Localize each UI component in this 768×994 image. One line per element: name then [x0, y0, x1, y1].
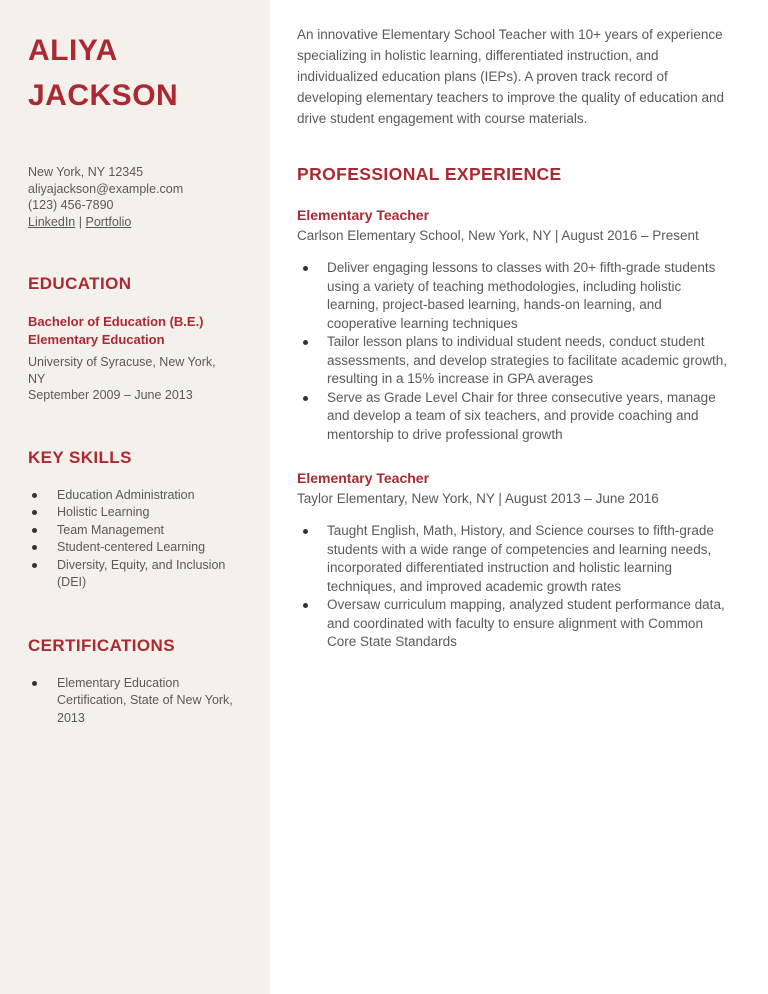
job-bullet-list	[297, 259, 730, 444]
contact-block	[28, 164, 234, 230]
skill-text: Student-centered Learning	[57, 540, 206, 554]
skill-text: Diversity, Equity, and Inclusion (DEI)	[57, 557, 226, 589]
bullet-icon	[303, 266, 308, 271]
bullet-text: Serve as Grade Level Chair for three consecutive years, manage and develop a team of six teachers, and provide coaching and mentorship to drive professional growth	[327, 389, 716, 442]
job-title: Elementary Teacher	[297, 470, 430, 486]
bullet-text: Deliver engaging lessons to classes with 20+ fifth-grade students using a variety of teaching methodologies, including holistic learning, project-based learning, hands-on learning, and cooperative learning techniques	[327, 260, 716, 331]
main-content	[270, 0, 768, 994]
bullet-icon	[303, 340, 308, 345]
candidate-name-first: ALIYA	[28, 34, 118, 67]
job-meta: Taylor Elementary, New York, NY | August 2013 – June 2016	[297, 491, 659, 506]
education-details	[28, 354, 234, 404]
skill-item	[28, 557, 234, 592]
bullet-icon	[32, 510, 37, 515]
bullet-icon	[32, 563, 37, 568]
skill-item	[28, 487, 234, 505]
bullet-item	[297, 389, 730, 445]
job-bullet-list	[297, 522, 730, 652]
bullet-icon	[32, 493, 37, 498]
contact-email: aliyajackson@example.com	[28, 181, 184, 196]
contact-links	[28, 214, 234, 231]
certification-text: Elementary Education Certification, State of New York, 2013	[57, 675, 233, 725]
key-skills-list	[28, 487, 234, 592]
bullet-text: Taught English, Math, History, and Science courses to fifth-grade students with a wide range of competencies and learning needs, incorporated differentiated instruction and holistic learning techniques, and improved academic growth rates	[327, 523, 714, 594]
bullet-icon	[32, 528, 37, 533]
link-separator: |	[78, 214, 82, 229]
school-name: University of Syracuse, New York, NY	[28, 355, 216, 386]
skill-item	[28, 504, 234, 522]
bullet-text: Tailor lesson plans to individual student needs, conduct student assessments, and develop strategies to facilitate academic growth, resulting in a 15% increase in GPA averages	[327, 334, 727, 386]
candidate-name-last: JACKSON	[28, 79, 179, 112]
job-title: Elementary Teacher	[297, 207, 430, 223]
bullet-item	[297, 522, 730, 596]
bullet-item	[297, 259, 730, 333]
job-entry	[297, 470, 730, 652]
contact-location: New York, NY 12345	[28, 165, 144, 179]
bullet-icon	[303, 529, 308, 534]
bullet-text: Oversaw curriculum mapping, analyzed student performance data, and coordinated with faculty to ensure alignment with Common Core State Standards	[327, 597, 725, 649]
summary-text: An innovative Elementary School Teacher with 10+ years of experience specializing in holistic learning, differentiated instruction, and individualized education plans (IEPs). A proven track record of developing elementary teachers to improve the quality of education and drive student engagement with course materials.	[297, 27, 725, 126]
certifications-heading: CERTIFICATIONS	[28, 635, 175, 655]
job-entry	[297, 207, 730, 444]
skill-item	[28, 522, 234, 540]
key-skills-heading: KEY SKILLS	[28, 447, 132, 467]
candidate-name	[28, 28, 234, 118]
sidebar	[0, 0, 270, 994]
skill-text: Holistic Learning	[57, 505, 150, 519]
certification-item	[28, 675, 234, 728]
education-heading: EDUCATION	[28, 274, 132, 293]
certifications-list	[28, 675, 234, 728]
skill-text: Team Management	[57, 522, 165, 537]
bullet-icon	[303, 603, 308, 608]
job-meta: Carlson Elementary School, New York, NY | August 2016 – Present	[297, 228, 699, 243]
degree-title: Bachelor of Education (B.E.) Elementary Education	[28, 314, 204, 347]
portfolio-link[interactable]: Portfolio	[85, 214, 132, 229]
bullet-icon	[32, 681, 37, 686]
skill-item	[28, 539, 234, 557]
bullet-item	[297, 333, 730, 389]
bullet-icon	[303, 396, 308, 401]
linkedin-link[interactable]: LinkedIn	[28, 214, 76, 229]
bullet-item	[297, 596, 730, 652]
contact-phone: (123) 456-7890	[28, 198, 114, 212]
skill-text: Education Administration	[57, 487, 195, 502]
bullet-icon	[32, 545, 37, 550]
experience-heading: PROFESSIONAL EXPERIENCE	[297, 164, 562, 184]
education-dates: September 2009 – June 2013	[28, 388, 193, 402]
